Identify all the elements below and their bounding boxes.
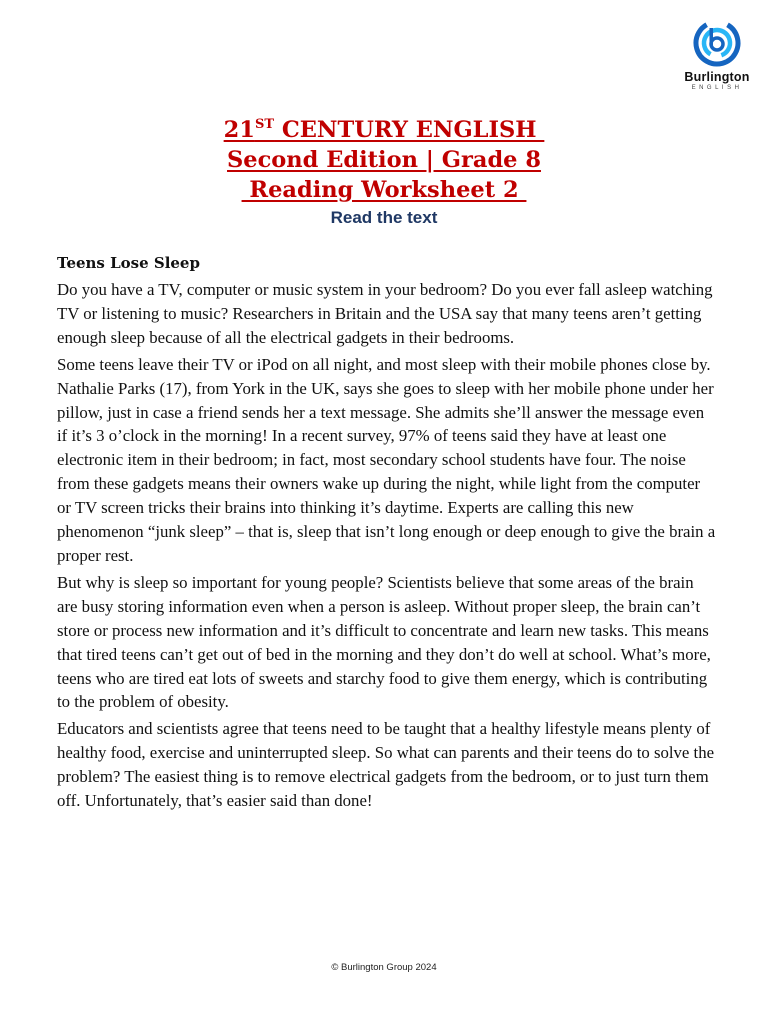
logo-subtitle: ENGLISH <box>691 85 743 91</box>
article-paragraph: Some teens leave their TV or iPod on all night, and most sleep with their mobile phones close by. Nathalie Parks (17), from York in the UK, says she goes to sleep with her mobile phone under her pillow, just in case a friend sends her a text message. She admits she’ll answer the message even if it’s 3 o’clock in the morning! In a recent survey, 97% of teens said they have at least one electronic item in their bedroom; in fact, most secondary school students have four. The noise from these gadgets means their owners wake up during the night, while light from the computer or TV screen tricks their brains into thinking it’s daytime. Experts are calling this new phenomenon “junk sleep” – that is, sleep that isn’t long enough or deep enough to give the brain a proper rest. <box>57 354 716 565</box>
article-paragraph: Do you have a TV, computer or music system in your bedroom? Do you ever fall asleep watching TV or listening to music? Researchers in Britain and the USA say that many teens aren’t getting enough sleep because of all the electrical gadgets in their bedrooms. <box>57 280 713 347</box>
title-line-3: Reading Worksheet 2 <box>241 177 527 203</box>
instruction-heading: Read the text <box>330 208 438 227</box>
burlington-logo-icon <box>692 18 742 68</box>
burlington-logo <box>672 18 762 104</box>
article-paragraph: But why is sleep so important for young people? Scientists believe that some areas of the brain are busy storing information even when a person is asleep. Without proper sleep, the brain can’t store or process new information and it’s difficult to concentrate and learn new tasks. This means that tired teens can’t get out of bed in the morning and they don’t do well at school. What’s more, teens who are tired eat lots of sweets and starchy food to give them energy, which is contributing to the problem of obesity. <box>57 572 711 712</box>
logo-name: Burlington <box>684 70 750 84</box>
copyright-footer: © Burlington Group 2024 <box>331 962 437 973</box>
title-line-1-text: CENTURY ENGLISH <box>274 117 545 143</box>
article <box>57 250 717 816</box>
title-number: 21 <box>223 117 255 143</box>
article-heading: Teens Lose Sleep <box>57 254 200 272</box>
title-line-2: Second Edition | Grade 8 <box>227 147 541 173</box>
worksheet-title <box>0 110 768 205</box>
article-paragraph: Educators and scientists agree that teens need to be taught that a healthy lifestyle means plenty of healthy food, exercise and uninterrupted sleep. So what can parents and their teens do to solve the problem? The easiest thing is to remove electrical gadgets from the bedroom, or to just turn them off. Unfortunately, that’s easier said than done! <box>57 719 715 811</box>
title-superscript: ST <box>254 117 275 132</box>
title-line-1 <box>0 110 768 145</box>
